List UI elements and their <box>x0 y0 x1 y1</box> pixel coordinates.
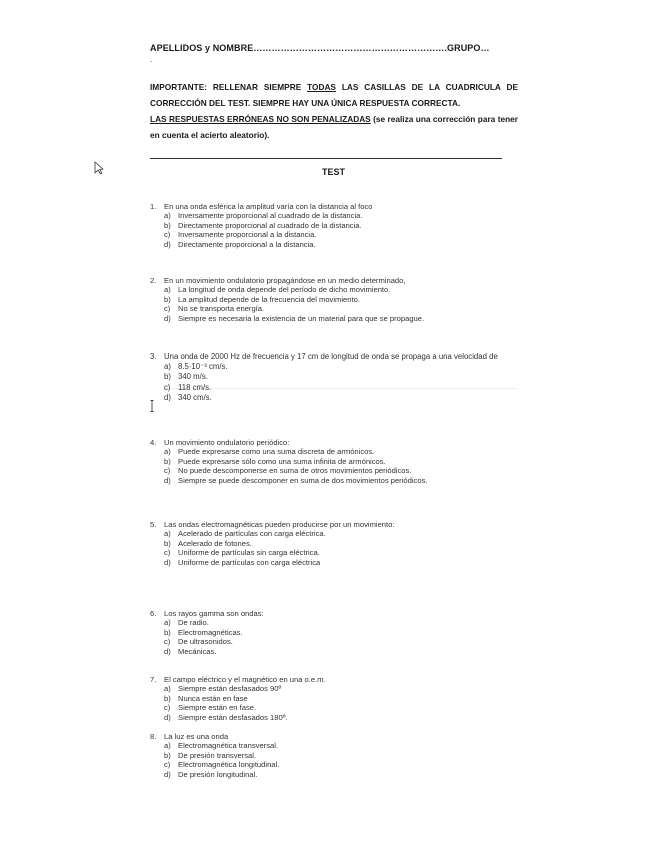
option-d <box>164 314 524 323</box>
option-letter: a) <box>164 529 171 539</box>
option-letter: a) <box>164 618 171 628</box>
option-text: Directamente proporcional al cuadrado de la distancia. <box>178 220 362 230</box>
question-1 <box>150 202 524 249</box>
option-b <box>164 457 524 466</box>
option-letter: c) <box>164 466 171 476</box>
options-list <box>164 362 524 404</box>
option-text: Electromagnética longitudinal. <box>178 760 280 770</box>
option-c <box>164 548 524 557</box>
question-number: 4. <box>150 438 157 447</box>
question-text: El campo eléctrico y el magnético en una o.e.m. <box>164 675 326 684</box>
option-letter: d) <box>164 313 171 323</box>
option-text: 340 m/s. <box>178 372 208 382</box>
option-c <box>164 230 524 239</box>
option-text: Puede expresarse sólo como una suma infinita de armónicos. <box>178 456 386 466</box>
option-a <box>164 447 524 456</box>
notice-underlined-todas: TODAS <box>307 82 336 92</box>
options-list <box>164 741 524 779</box>
option-b <box>164 628 524 637</box>
question-number: 7. <box>150 675 157 684</box>
option-letter: b) <box>164 294 171 304</box>
option-b <box>164 372 524 383</box>
option-letter: d) <box>164 239 171 249</box>
option-letter: b) <box>164 750 171 760</box>
option-letter: d) <box>164 475 171 485</box>
option-text: Electromagnéticas. <box>178 627 243 637</box>
option-a <box>164 211 524 220</box>
question-text: Un movimiento ondulatorio periódico: <box>164 438 290 447</box>
option-letter: a) <box>164 741 171 751</box>
option-text: Puede expresarse como una suma discreta de armónicos. <box>178 447 375 457</box>
options-list <box>164 684 524 722</box>
option-text: De radio. <box>178 618 209 628</box>
option-text: De ultrasonidos. <box>178 637 233 647</box>
option-text: De presión longitudinal. <box>178 769 258 779</box>
option-text: Inversamente proporcional a la distancia. <box>178 230 317 240</box>
option-letter: d) <box>164 557 171 567</box>
option-a <box>164 741 524 750</box>
divider-line <box>150 158 502 159</box>
option-letter: a) <box>164 285 171 295</box>
option-d <box>164 713 524 722</box>
instructions-notice <box>150 79 518 143</box>
option-letter: c) <box>164 703 171 713</box>
option-letter: b) <box>164 693 171 703</box>
option-a <box>164 362 524 373</box>
options-list <box>164 285 524 323</box>
mouse-pointer-icon <box>94 161 104 175</box>
option-letter: c) <box>164 382 171 392</box>
option-c <box>164 383 524 394</box>
option-b <box>164 295 524 304</box>
option-d <box>164 558 524 567</box>
option-text: Directamente proporcional a la distancia. <box>178 239 316 249</box>
options-list <box>164 529 524 567</box>
notice-underlined-penalties: LAS RESPUESTAS ERRÓNEAS NO SON PENALIZADAS <box>150 114 371 124</box>
question-text: La luz es una onda <box>164 732 229 741</box>
option-text: Siempre están desfasados 180º. <box>178 712 288 722</box>
option-text: Siempre están en fase. <box>178 703 257 713</box>
option-letter: c) <box>164 760 171 770</box>
question-number: 1. <box>150 202 157 211</box>
question-number: 6. <box>150 609 157 618</box>
option-c <box>164 466 524 475</box>
option-letter: b) <box>164 538 171 548</box>
option-letter: b) <box>164 627 171 637</box>
name-group-header: APELLIDOS y NOMBRE……………………………………………………….GRUPO… <box>150 43 490 53</box>
option-a <box>164 618 524 627</box>
question-stem <box>150 202 524 211</box>
option-letter: c) <box>164 230 171 240</box>
option-d <box>164 476 524 485</box>
option-d <box>164 393 524 404</box>
question-8 <box>150 732 524 779</box>
question-stem <box>150 438 524 447</box>
option-text: Siempre es necesaria la existencia de un material para que se propague. <box>178 313 425 323</box>
option-text: Nunca están en fase <box>178 693 248 703</box>
options-list <box>164 618 524 656</box>
test-title: TEST <box>322 167 346 177</box>
question-stem <box>150 609 524 618</box>
option-text: Acelerado de fotones. <box>178 538 252 548</box>
question-text: Una onda de 2000 Hz de frecuencia y 17 cm de longitud de onda se propaga a una velocidad de <box>164 352 498 361</box>
option-text: No se transporta energía. <box>178 304 265 314</box>
option-text: 118 cm/s. <box>178 382 212 392</box>
option-a <box>164 285 524 294</box>
option-d <box>164 240 524 249</box>
question-4 <box>150 438 524 485</box>
option-text: La longitud de onda depende del período de dicho movimiento. <box>178 285 391 295</box>
option-text: Mecánicas. <box>178 646 217 656</box>
option-letter: d) <box>164 393 171 403</box>
option-text: Siempre se puede descomponer en suma de dos movimientos periódicos. <box>178 475 428 485</box>
option-letter: a) <box>164 447 171 457</box>
option-b <box>164 694 524 703</box>
question-number: 3. <box>150 352 157 361</box>
option-text: Siempre están desfasados 90º <box>178 684 282 694</box>
option-text: Acelerado de partículas con carga eléctrica. <box>178 529 326 539</box>
option-letter: d) <box>164 712 171 722</box>
option-text: Inversamente proporcional al cuadrado de la distancia. <box>178 211 363 221</box>
option-letter: c) <box>164 637 171 647</box>
question-5 <box>150 520 524 567</box>
question-6 <box>150 609 524 656</box>
option-text: La amplitud depende de la frecuencia del movimiento. <box>178 294 360 304</box>
question-stem <box>150 520 524 529</box>
option-text: Electromagnética transversal. <box>178 741 279 751</box>
option-letter: a) <box>164 211 171 221</box>
option-d <box>164 647 524 656</box>
option-text: 340 cm/s. <box>178 393 212 403</box>
option-c <box>164 637 524 646</box>
option-letter: a) <box>164 684 171 694</box>
option-b <box>164 751 524 760</box>
question-text: En un movimiento ondulatorio propagándose en un medio determinado, <box>164 276 406 285</box>
question-number: 8. <box>150 732 157 741</box>
option-letter: a) <box>164 361 171 371</box>
header-dot: . <box>150 55 153 64</box>
options-list <box>164 447 524 485</box>
option-b <box>164 221 524 230</box>
question-text: Los rayos gamma son ondas: <box>164 609 264 618</box>
question-text: En una onda esférica la amplitud varía con la distancia al foco <box>164 202 373 211</box>
option-text: De presión transversal. <box>178 750 257 760</box>
option-letter: c) <box>164 548 171 558</box>
option-letter: d) <box>164 769 171 779</box>
option-c <box>164 304 524 313</box>
option-letter: c) <box>164 304 171 314</box>
options-list <box>164 211 524 249</box>
option-letter: b) <box>164 220 171 230</box>
question-stem <box>150 732 524 741</box>
option-a <box>164 529 524 538</box>
question-3 <box>150 352 524 404</box>
option-text: 8.5·10⁻³ cm/s. <box>178 361 228 371</box>
question-7 <box>150 675 524 722</box>
option-d <box>164 770 524 779</box>
question-number: 5. <box>150 520 157 529</box>
notice-text-3: (se realiza una corrección para tener en cuenta el acierto aleatorio). <box>150 114 518 140</box>
question-number: 2. <box>150 276 157 285</box>
notice-text-1: IMPORTANTE: RELLENAR SIEMPRE <box>150 82 308 92</box>
option-b <box>164 539 524 548</box>
question-stem <box>150 276 524 285</box>
question-stem <box>150 352 524 362</box>
question-text: Las ondas electromagnéticas pueden producirse por un movimiento: <box>164 520 395 529</box>
option-letter: b) <box>164 456 171 466</box>
option-c <box>164 703 524 712</box>
option-text: No puede descomponerse en suma de otros movimientos periódicos. <box>178 466 412 476</box>
option-letter: d) <box>164 646 171 656</box>
option-c <box>164 760 524 769</box>
notice-text-2: LAS CASILLAS DE LA CUADRICULA DE CORRECCIÓN DEL TEST. SIEMPRE HAY UNA ÚNICA RESPUESTA CORRECTA. <box>150 82 518 108</box>
option-text: Uniforme de partículas con carga eléctrica <box>178 557 321 567</box>
question-2 <box>150 276 524 323</box>
option-text: Uniforme de partículas sin carga eléctrica. <box>178 548 320 558</box>
option-letter: b) <box>164 372 171 382</box>
question-stem <box>150 675 524 684</box>
option-a <box>164 684 524 693</box>
